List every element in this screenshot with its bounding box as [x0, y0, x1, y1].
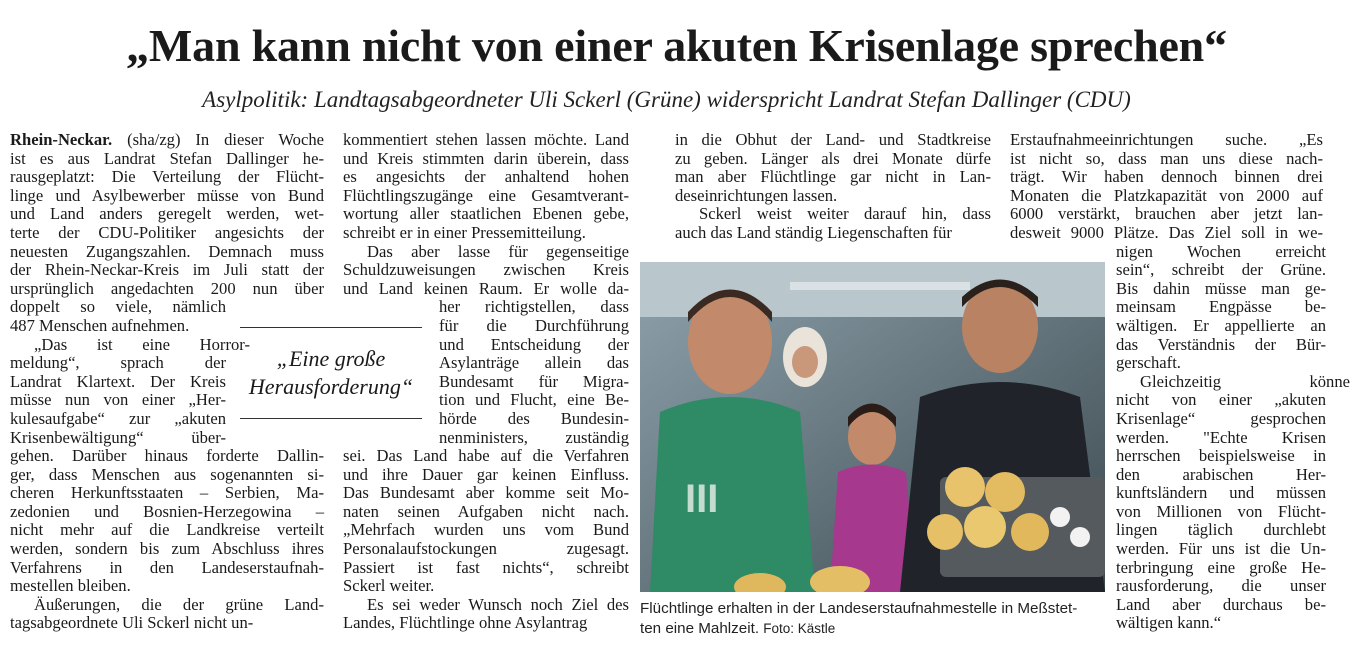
text-line: Land aber durchaus be-: [1116, 594, 1326, 614]
text-line: werden, sondern bis zum Abschluss ihres: [10, 539, 324, 559]
text-line: 487 Menschen aufnehmen.: [10, 315, 190, 335]
text-line: Krisenlage“ gesprochen: [1116, 408, 1326, 428]
text-line: wortung aller staatlichen Ebenen gebe,: [343, 204, 629, 224]
text-line: schreibt er in einer Pressemitteilung.: [343, 222, 586, 242]
text-line: Passiert ist fast nichts“, schreibt: [343, 557, 629, 577]
text-line: auch das Land ständig Liegenschaften für: [675, 222, 952, 242]
text-line: ist es aus Landrat Stefan Dallinger he-: [10, 148, 324, 168]
dateline: Rhein-Neckar.: [10, 130, 113, 149]
text-line: und Entscheidung der: [439, 334, 629, 354]
text-line: nenministers, zuständig: [439, 427, 629, 447]
text-line: sein“, schreibt der Grüne.: [1116, 260, 1326, 280]
text-line: trägt. Wir haben dennoch binnen drei: [1010, 167, 1323, 187]
text-line: Monaten die Platzkapazität von 2000 auf: [1010, 185, 1323, 205]
text-line: kommentiert stehen lassen möchte. Land: [343, 130, 629, 149]
text-line: und Land anders geregelt werden, wet-: [10, 204, 324, 224]
text-line: linge und Asylbewerber müsse von Bund: [10, 185, 324, 205]
text-line: gerschaft.: [1116, 353, 1181, 373]
text-line: Landrat Klartext. Der Kreis: [10, 371, 226, 391]
text-line: [10, 131, 324, 150]
text-line: wältigen kann.“: [1116, 613, 1222, 633]
pull-quote: [240, 327, 422, 419]
text-line: gehen. Darüber hinaus forderte Dallin-: [10, 446, 324, 466]
text-line: cheren Herkunftsstaaten – Serbien, Ma-: [10, 483, 324, 503]
text-line: Äußerungen, die der grüne Land-: [34, 594, 324, 614]
text-line: Schuldzuweisungen zwischen Kreis: [343, 260, 629, 280]
text-line: Verfahrens in den Landeserstaufnah-: [10, 557, 324, 577]
photo-caption: [640, 599, 1110, 639]
text-line: meldung“, sprach der: [10, 353, 226, 373]
text-line: und Kreis stimmten darin überein, dass: [343, 148, 629, 168]
text-line: Gleichzeitig könne: [1140, 371, 1350, 391]
text-line: Sckerl weist weiter darauf hin, dass: [699, 204, 991, 224]
text-line: her richtigstellen, dass: [439, 297, 629, 317]
text-line: den arabischen Her-: [1116, 464, 1326, 484]
text-line: und Land keinen Raum. Er wolle da-: [343, 278, 629, 298]
text-line: nicht von einer „akuten: [1116, 390, 1326, 410]
headline: „Man kann nicht von einer akuten Krisenlage sprechen“: [126, 20, 1227, 71]
pull-quote-line-1: „Eine große: [276, 346, 386, 371]
text-line: Flüchtlingszugänge eine Gesamtverant-: [343, 185, 629, 205]
column-3: [675, 131, 991, 243]
text-line: mestellen bleiben.: [10, 576, 131, 596]
text-line: terte der CDU-Politiker angesichts der: [10, 222, 324, 242]
text-line: Personalaufstockungen zugesagt.: [343, 539, 629, 559]
text-line: ursprünglich angedachten 200 nun über: [10, 278, 324, 298]
text-line: rausgeplatzt: Die Verteilung der Flücht-: [10, 167, 324, 187]
caption-line: ten eine Mahlzeit.: [640, 620, 764, 637]
text-line: das Verständnis der Bür-: [1116, 334, 1326, 354]
text-line: wältigen. Er appellierte an: [1116, 315, 1326, 335]
text-line: Das Bundesamt aber komme seit Mo-: [343, 483, 629, 503]
text-line: zu geben. Länger als drei Monate dürfe: [675, 148, 991, 168]
text-line: ger, dass Menschen aus sogenannten si-: [10, 464, 324, 484]
photo-refugees-meal-icon: [640, 262, 1105, 592]
text-line: werden. "Echte Krisen: [1116, 427, 1326, 447]
text-line: Asylanträge allein das: [439, 353, 629, 373]
text-line: rausforderung, die unser: [1116, 576, 1326, 596]
text-line: „Mehrfach wurden uns vom Bund: [343, 520, 629, 540]
text-line: es angesichts der anhaltend hohen: [343, 167, 629, 187]
text-line: desweit 9000 Plätze. Das Ziel soll in we-: [1010, 222, 1323, 242]
text-line: Krisenbewältigung“ über-: [10, 427, 226, 447]
text-line: zedonien und Bosnien-Herzegowina –: [10, 501, 324, 521]
text-line: Landes, Flüchtlinge ohne Asylantrag: [343, 613, 588, 633]
text-line: doppelt so viele, nämlich: [10, 297, 226, 317]
dateline-text: (sha/zg) In dieser Woche: [112, 130, 324, 149]
text-line: Erstaufnahmeeinrichtungen suche. „Es: [1010, 130, 1323, 149]
text-line: sei. Das Land habe auf die Verfahren: [343, 446, 629, 466]
text-line: Es sei weder Wunsch noch Ziel des: [367, 594, 629, 614]
text-line: nigen Wochen erreicht: [1116, 241, 1326, 261]
photo-credit: Foto: Kästle: [763, 621, 836, 636]
text-line: lingen täglich durchlebt: [1116, 520, 1326, 540]
text-line: für die Durchführung: [439, 315, 629, 335]
svg-text:III: III: [685, 477, 719, 521]
text-line: terbringung eine große He-: [1116, 557, 1326, 577]
text-line: naten seinen Aufgaben nicht nach.: [343, 501, 629, 521]
text-line: herrschen beispielsweise in: [1116, 446, 1326, 466]
text-line: werden. Für uns ist die Un-: [1116, 539, 1326, 559]
text-line: „Das ist eine Horror-: [34, 334, 250, 354]
news-photo: [640, 262, 1105, 592]
text-line: kunftsländern und müssen: [1116, 483, 1326, 503]
text-line: hörde des Bundesin-: [439, 408, 629, 428]
text-line: nicht mehr auf die Landkreise verteilt: [10, 520, 324, 540]
text-line: Bis dahin müsse man ge-: [1116, 278, 1326, 298]
caption-text: [640, 600, 1077, 637]
text-line: der Rhein-Neckar-Kreis im Juli statt der: [10, 260, 324, 280]
pull-quote-line-2: Herausforderung“: [248, 374, 414, 399]
text-line: müsse nun von einer „Her-: [10, 390, 226, 410]
caption-line: Flüchtlinge erhalten in der Landeserstaufnahmestelle in Meßstet-: [640, 600, 1078, 617]
text-line: Bundesamt für Migra-: [439, 371, 629, 391]
text-line: Das aber lasse für gegenseitige: [367, 241, 629, 261]
text-line: ist nicht so, dass man uns diese nach-: [1010, 148, 1323, 168]
text-line: kulesaufgabe“ zur „akuten: [10, 408, 226, 428]
text-line: und ihre Dauer gar keinen Einfluss.: [343, 464, 629, 484]
text-line: neuesten Zugangszahlen. Demnach muss: [10, 241, 324, 261]
subheadline: Asylpolitik: Landtagsabgeordneter Uli Sckerl (Grüne) widerspricht Landrat Stefan Dallinger (CDU): [202, 87, 1131, 112]
text-line: in die Obhut der Land- und Stadtkreise: [675, 130, 991, 149]
text-line: von Millionen von Flücht-: [1116, 501, 1326, 521]
text-line: tion und Flucht, eine Be-: [439, 390, 629, 410]
text-line: meinsam Engpässe be-: [1116, 297, 1326, 317]
text-line: man aber Flüchtlinge gar nicht in Lan-: [675, 167, 991, 187]
text-line: tagsabgeordnete Uli Sckerl nicht un-: [10, 613, 254, 633]
text-line: 6000 verstärkt, brauchen aber jetzt lan-: [1010, 204, 1323, 224]
text-line: deseinrichtungen lassen.: [675, 185, 838, 205]
text-line: Sckerl weiter.: [343, 576, 435, 596]
